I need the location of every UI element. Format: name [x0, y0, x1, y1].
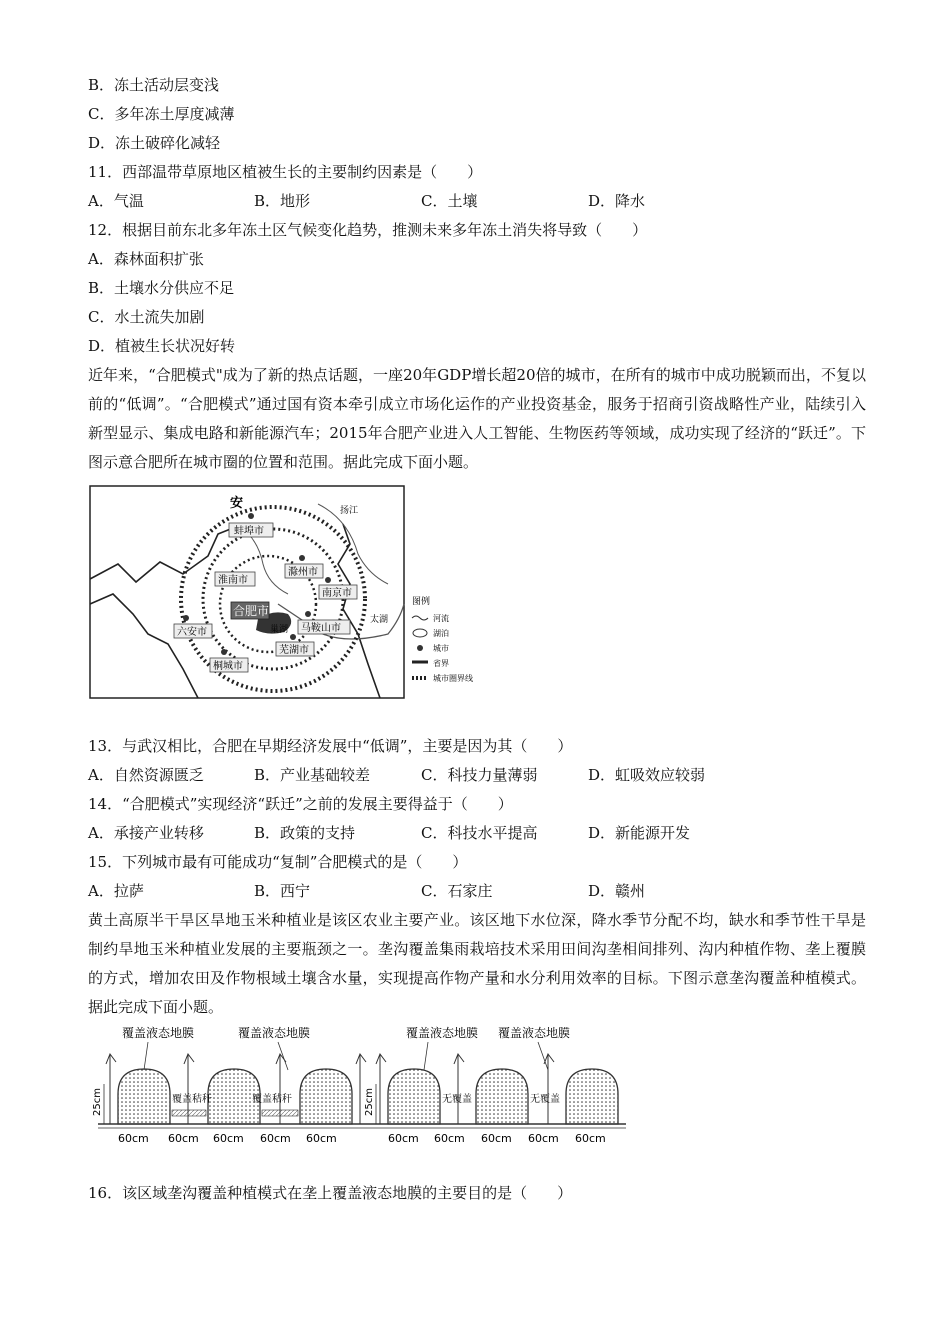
- map-legend: [412, 595, 473, 683]
- q13-option-c: C．科技力量薄弱: [421, 766, 538, 784]
- left-furrow-label-2: 覆盖秸秆: [252, 1094, 292, 1105]
- left-width-5: 60cm: [306, 1132, 337, 1145]
- right-furrow-label-1: 无覆盖: [442, 1094, 472, 1105]
- right-width-4: 60cm: [528, 1132, 559, 1145]
- map-label: 马鞍山市: [301, 623, 341, 634]
- legend-city: 城市: [433, 644, 449, 653]
- legend-lake-icon: [413, 629, 427, 637]
- legend-lake: 湖泊: [433, 629, 449, 638]
- legend-river-icon: [412, 616, 428, 620]
- map-label: 芜湖市: [279, 645, 309, 656]
- map-label: 淮南市: [218, 575, 248, 586]
- right-furrow-label-2: 无覆盖: [530, 1094, 560, 1105]
- hefei-city-circle-map: [88, 484, 483, 706]
- right-width-2: 60cm: [434, 1132, 465, 1145]
- right-width-1: 60cm: [388, 1132, 419, 1145]
- q12-option-c: C．水土流失加剧: [88, 308, 205, 326]
- q11-option-b: B．地形: [254, 192, 311, 210]
- q10-option-d: D．冻土破碎化减轻: [88, 134, 221, 152]
- q12-option-a: A．森林面积扩张: [88, 250, 204, 268]
- map-label-lake: 巢湖: [270, 625, 289, 635]
- q14-option-b: B．政策的支持: [254, 824, 356, 842]
- q11-option-d: D．降水: [588, 192, 646, 210]
- left-ridge-3: [300, 1069, 352, 1124]
- passage-hefei: 近年来，“合肥模式"成为了新的热点话题，一座20年GDP增长超20倍的城市，在所有的城市中成功脱颖而出，不复以前的“低调”。“合肥模式”通过国有资本牵引成立市场化运作的产业投资基金，服务于招商引资战略性产业，陆续引入新型显示、集成电路和新能源汽车；2015年合肥产业进入人工智能、生物医药等领域，成功实现了经济的“跃迁”。下图示意合肥所在城市圈的位置和范围。据此完成下面小题。: [88, 366, 866, 471]
- left-ridge-1: [118, 1069, 170, 1124]
- q15-option-b: B．西宁: [254, 882, 311, 900]
- right-ridge-2: [476, 1069, 528, 1124]
- map-label: 滁州市: [288, 567, 318, 578]
- left-top-label-2: 覆盖液态地膜: [238, 1026, 311, 1040]
- q11-option-c: C．土壤: [421, 192, 478, 210]
- q11-stem: 11．西部温带草原地区植被生长的主要制约因素是（ ）: [88, 163, 483, 181]
- right-width-5: 60cm: [575, 1132, 606, 1145]
- left-width-1: 60cm: [118, 1132, 149, 1145]
- q12-option-b: B．土壤水分供应不足: [88, 279, 235, 297]
- q16-stem: 16．该区域垄沟覆盖种植模式在垄上覆盖液态地膜的主要目的是（ ）: [88, 1184, 573, 1202]
- right-height-label: 25cm: [364, 1088, 375, 1116]
- q15-option-d: D．赣州: [588, 882, 646, 900]
- left-width-4: 60cm: [260, 1132, 291, 1145]
- map-label-taihu: 太湖: [370, 615, 389, 625]
- q15-option-a: A．拉萨: [88, 882, 144, 900]
- left-furrow-label-1: 覆盖秸秆: [172, 1094, 212, 1105]
- right-top-label-2: 覆盖液态地膜: [498, 1026, 571, 1040]
- legend-circle: 城市圈界线: [433, 674, 473, 683]
- right-ridge-3: [566, 1069, 618, 1124]
- legend-city-icon: [417, 645, 423, 651]
- diagram-right: [364, 1025, 626, 1145]
- right-width-3: 60cm: [481, 1132, 512, 1145]
- map-label: 南京市: [322, 588, 352, 599]
- q14-option-c: C．科技水平提高: [421, 824, 538, 842]
- legend-border: 省界: [433, 659, 449, 668]
- legend-title: 图例: [412, 597, 431, 607]
- q13-option-a: A．自然资源匮乏: [88, 766, 204, 784]
- left-width-2: 60cm: [168, 1132, 199, 1145]
- diagram-left: [92, 1025, 373, 1145]
- map-label-province: 安: [230, 496, 244, 511]
- q13-option-d: D．虹吸效应较弱: [588, 766, 706, 784]
- left-top-label-1: 覆盖液态地膜: [122, 1026, 195, 1040]
- map-label: 六安市: [177, 627, 207, 638]
- q15-option-c: C．石家庄: [421, 882, 493, 900]
- map-label-hefei: 合肥市: [233, 604, 270, 618]
- ridge-furrow-diagram: [88, 1024, 628, 1160]
- right-ridge-1: [388, 1069, 440, 1124]
- q12-option-d: D．植被生长状况好转: [88, 337, 236, 355]
- map-label: 蚌埠市: [234, 526, 264, 537]
- q10-option-c: C．多年冻土厚度减薄: [88, 105, 235, 123]
- q11-option-a: A．气温: [88, 192, 144, 210]
- legend-river: 河流: [433, 614, 449, 623]
- left-width-3: 60cm: [213, 1132, 244, 1145]
- q14-stem: 14．“合肥模式”实现经济“跃迁”之前的发展主要得益于（ ）: [88, 795, 513, 813]
- q14-option-a: A．承接产业转移: [88, 824, 204, 842]
- q12-stem: 12．根据目前东北多年冻土区气候变化趋势，推测未来多年冻土消失将导致（ ）: [88, 221, 648, 239]
- q10-option-b: B．冻土活动层变浅: [88, 76, 220, 94]
- q13-option-b: B．产业基础较差: [254, 766, 371, 784]
- q14-option-d: D．新能源开发: [588, 824, 691, 842]
- map-label: 桐城市: [213, 661, 243, 672]
- q13-stem: 13．与武汉相比，合肥在早期经济发展中“低调”，主要是因为其（ ）: [88, 737, 573, 755]
- right-top-label-1: 覆盖液态地膜: [406, 1026, 479, 1040]
- passage-loess: 黄土高原半干旱区旱地玉米种植业是该区农业主要产业。该区地下水位深，降水季节分配不均，缺水和季节性干旱是制约旱地玉米种植业发展的主要瓶颈之一。垄沟覆盖集雨栽培技术采用田间沟垄相间排列、沟内种植作物、垄上覆膜的方式，增加农田及作物根域土壤含水量，实现提高作物产量和水分利用效率的目标。下图示意垄沟覆盖种植模式。据此完成下面小题。: [88, 911, 866, 1016]
- q15-stem: 15．下列城市最有可能成功“复制”合肥模式的是（ ）: [88, 853, 468, 871]
- map-label-river: 扬江: [340, 506, 359, 516]
- left-height-label: 25cm: [92, 1088, 103, 1116]
